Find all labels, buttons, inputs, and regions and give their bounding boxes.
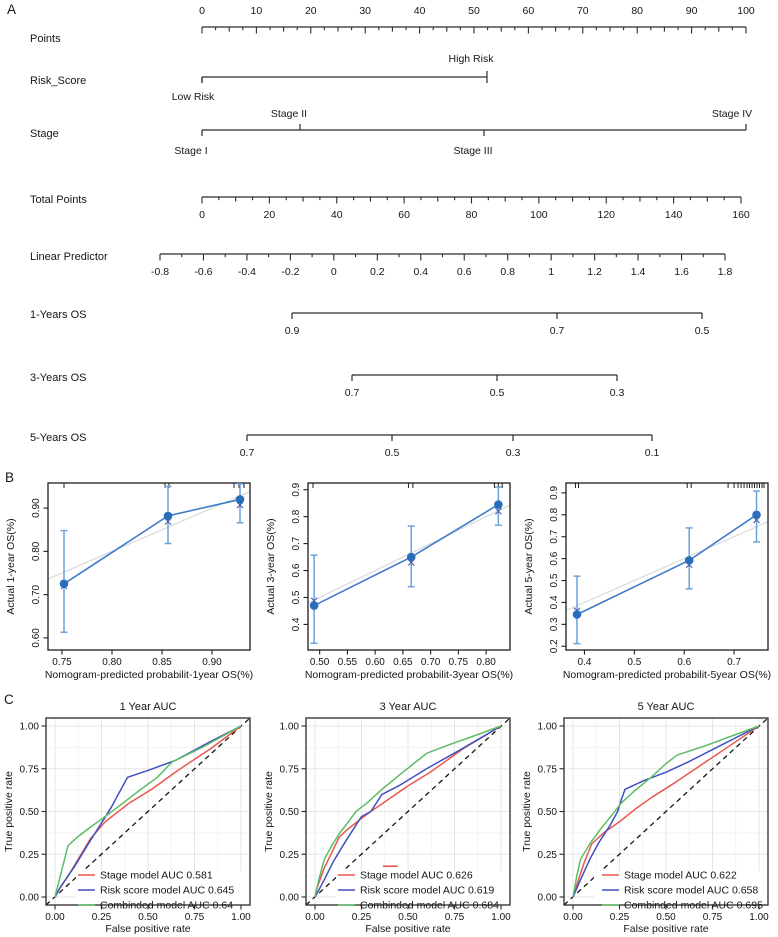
roc-title: 3 Year AUC	[379, 701, 437, 713]
calibration-point	[164, 512, 173, 521]
svg-text:False positive rate: False positive rate	[105, 923, 191, 935]
svg-text:0.1: 0.1	[644, 447, 660, 459]
svg-text:0.50: 0.50	[138, 912, 158, 923]
svg-text:1: 1	[548, 266, 555, 278]
nomogram-panel	[0, 0, 778, 468]
svg-text:0: 0	[199, 5, 205, 17]
svg-text:90: 90	[685, 5, 698, 17]
svg-text:0.50: 0.50	[537, 807, 557, 818]
svg-text:False positive rate: False positive rate	[623, 923, 709, 935]
svg-text:3-Years OS: 3-Years OS	[30, 372, 87, 384]
svg-text:0.70: 0.70	[31, 584, 42, 605]
calibration-plot-3year	[260, 470, 520, 695]
calibration-point	[236, 495, 245, 504]
svg-text:Stage II: Stage II	[270, 108, 308, 120]
svg-text:160: 160	[732, 209, 750, 221]
svg-text:1.4: 1.4	[630, 266, 646, 278]
svg-text:0.00: 0.00	[537, 892, 557, 904]
calibration-point	[573, 610, 582, 619]
svg-text:20: 20	[263, 209, 276, 221]
svg-text:-0.4: -0.4	[237, 266, 256, 278]
legend-label: Combinded model AUC 0.695	[624, 899, 763, 912]
svg-text:0.75: 0.75	[19, 764, 39, 776]
svg-text:0.7: 0.7	[291, 536, 302, 551]
svg-text:100: 100	[530, 209, 548, 221]
legend-label: Stage model AUC 0.581	[100, 869, 213, 882]
svg-text:0.5: 0.5	[291, 590, 302, 605]
svg-text:Nomogram-predicted probabilit-: Nomogram-predicted probabilit-3year OS(%)	[304, 669, 514, 681]
svg-text:0.7: 0.7	[549, 325, 565, 337]
svg-text:0.75: 0.75	[444, 912, 465, 923]
svg-text:1.00: 1.00	[279, 721, 299, 733]
svg-text:0.65: 0.65	[393, 657, 413, 668]
svg-text:High Risk: High Risk	[448, 53, 494, 65]
calibration-1year	[5, 483, 253, 681]
svg-text:0: 0	[330, 266, 337, 278]
nomogram-row-points	[30, 5, 755, 45]
svg-text:1.00: 1.00	[537, 721, 557, 733]
svg-text:False positive rate: False positive rate	[365, 923, 451, 935]
svg-text:Stage IV: Stage IV	[711, 108, 753, 120]
svg-text:True positive rate: True positive rate	[263, 771, 275, 852]
svg-text:0: 0	[199, 209, 205, 221]
legend-label: Risk score model AUC 0.658	[624, 884, 759, 897]
calibration-point	[407, 553, 416, 562]
svg-text:0.50: 0.50	[19, 807, 39, 818]
svg-text:0.25: 0.25	[351, 912, 372, 923]
calibration-line	[577, 515, 757, 615]
svg-text:0.2: 0.2	[549, 639, 560, 654]
svg-text:30: 30	[359, 5, 372, 17]
svg-text:0.9: 0.9	[284, 325, 300, 337]
svg-text:Nomogram-predicted probabilit-: Nomogram-predicted probabilit-1year OS(%)	[44, 669, 254, 681]
svg-text:0.90: 0.90	[202, 657, 222, 668]
calibration-5year	[523, 483, 771, 681]
roc-plot-3year	[260, 693, 520, 937]
panel-b-label: B	[5, 470, 15, 485]
svg-text:Actual 1-year OS(%): Actual 1-year OS(%)	[5, 518, 17, 615]
svg-text:80: 80	[631, 5, 644, 17]
calibration-point	[494, 500, 503, 509]
svg-text:0.3: 0.3	[505, 447, 521, 459]
svg-text:0.4: 0.4	[549, 595, 560, 610]
svg-text:0.50: 0.50	[279, 807, 299, 818]
svg-text:0.5: 0.5	[627, 657, 642, 668]
svg-text:Stage I: Stage I	[174, 145, 208, 157]
svg-text:0.25: 0.25	[91, 912, 112, 923]
nomogram-row-total-points	[30, 194, 750, 221]
svg-text:Actual 5-year OS(%): Actual 5-year OS(%)	[523, 518, 535, 615]
svg-text:0.55: 0.55	[337, 657, 358, 668]
svg-text:0.85: 0.85	[152, 657, 172, 668]
svg-text:0.4: 0.4	[413, 266, 429, 278]
svg-text:Actual 3-year OS(%): Actual 3-year OS(%)	[265, 518, 277, 615]
svg-text:0.3: 0.3	[549, 617, 560, 632]
nomogram-row-os-1year	[30, 309, 709, 337]
svg-text:0.5: 0.5	[549, 573, 560, 588]
svg-text:1-Years OS: 1-Years OS	[30, 309, 87, 321]
calibration-point	[752, 510, 761, 519]
svg-text:0.25: 0.25	[279, 849, 299, 861]
svg-text:-0.2: -0.2	[281, 266, 300, 278]
svg-text:0.00: 0.00	[45, 912, 65, 923]
svg-text:Linear Predictor: Linear Predictor	[30, 251, 108, 263]
svg-text:0.2: 0.2	[370, 266, 385, 278]
svg-text:0.4: 0.4	[577, 657, 592, 668]
svg-text:1.00: 1.00	[19, 721, 39, 733]
svg-text:0.9: 0.9	[549, 485, 560, 500]
legend-label: Combinded model AUC 0.64	[100, 899, 234, 912]
svg-text:20: 20	[304, 5, 317, 17]
svg-text:0.00: 0.00	[563, 912, 583, 923]
svg-text:60: 60	[522, 5, 535, 17]
svg-text:0.8: 0.8	[549, 507, 560, 522]
calibration-plot-5year	[518, 470, 778, 695]
panel-c-label: C	[4, 692, 14, 707]
svg-text:Total Points: Total Points	[30, 194, 87, 206]
legend-label: Risk score model AUC 0.619	[360, 884, 495, 897]
svg-text:0.50: 0.50	[398, 912, 418, 923]
svg-text:0.6: 0.6	[677, 657, 692, 668]
svg-text:0.3: 0.3	[609, 387, 625, 399]
svg-text:0.25: 0.25	[537, 849, 557, 861]
roc-legend	[78, 870, 234, 912]
svg-text:0.9: 0.9	[291, 482, 302, 497]
svg-text:0.6: 0.6	[549, 551, 560, 566]
calibration-3year	[265, 482, 513, 681]
svg-text:0.5: 0.5	[384, 447, 400, 459]
svg-text:0.6: 0.6	[456, 266, 472, 278]
svg-text:60: 60	[398, 209, 410, 221]
svg-text:0.90: 0.90	[31, 498, 42, 518]
svg-text:0.5: 0.5	[694, 325, 710, 337]
svg-text:0.00: 0.00	[305, 912, 325, 923]
calibration-plot-1year	[0, 470, 260, 695]
svg-text:0.7: 0.7	[344, 387, 360, 399]
svg-text:0.75: 0.75	[537, 764, 557, 776]
svg-text:0.00: 0.00	[19, 892, 39, 904]
svg-text:1.00: 1.00	[231, 912, 251, 923]
svg-text:1.00: 1.00	[749, 912, 769, 923]
svg-text:0.70: 0.70	[420, 657, 441, 668]
svg-text:0.75: 0.75	[448, 657, 469, 668]
nomogram-row-os-5year	[30, 432, 659, 459]
svg-text:Low Risk: Low Risk	[171, 91, 215, 103]
svg-text:-0.6: -0.6	[194, 266, 213, 278]
svg-text:0.8: 0.8	[500, 266, 515, 278]
legend-label: Stage model AUC 0.622	[624, 869, 737, 882]
legend-label: Stage model AUC 0.626	[360, 869, 473, 882]
nomogram-row-stage	[30, 108, 752, 157]
svg-text:0.80: 0.80	[476, 657, 496, 668]
svg-text:40: 40	[330, 209, 343, 221]
svg-text:Nomogram-predicted probabilit-: Nomogram-predicted probabilit-5year OS(%)	[562, 669, 772, 681]
calibration-point	[60, 580, 69, 589]
svg-text:0.80: 0.80	[31, 541, 42, 562]
roc-1year	[3, 701, 251, 935]
svg-text:0.75: 0.75	[702, 912, 723, 923]
svg-text:True positive rate: True positive rate	[521, 771, 533, 852]
svg-text:0.7: 0.7	[549, 529, 560, 544]
nomogram-row-linear-predictor	[30, 251, 732, 278]
svg-text:0.00: 0.00	[279, 892, 299, 904]
legend-label: Combinded model AUC 0.684	[360, 899, 499, 912]
svg-text:0.4: 0.4	[291, 617, 302, 632]
svg-text:0.80: 0.80	[102, 657, 122, 668]
svg-text:0.25: 0.25	[609, 912, 630, 923]
svg-text:80: 80	[465, 209, 478, 221]
svg-text:0.8: 0.8	[291, 509, 302, 524]
svg-text:1.6: 1.6	[674, 266, 689, 278]
svg-text:40: 40	[413, 5, 426, 17]
svg-text:120: 120	[597, 209, 616, 221]
svg-text:50: 50	[468, 5, 480, 17]
svg-text:0.6: 0.6	[291, 563, 302, 578]
svg-text:0.50: 0.50	[656, 912, 676, 923]
svg-text:100: 100	[737, 5, 755, 17]
svg-text:Points: Points	[30, 33, 61, 45]
legend-label: Risk score model AUC 0.645	[100, 884, 235, 897]
svg-text:0.7: 0.7	[727, 657, 742, 668]
roc-title: 5 Year AUC	[637, 701, 695, 713]
svg-text:140: 140	[664, 209, 683, 221]
svg-text:0.75: 0.75	[184, 912, 205, 923]
svg-text:0.75: 0.75	[52, 657, 72, 668]
svg-text:0.5: 0.5	[489, 387, 505, 399]
svg-text:1.2: 1.2	[587, 266, 602, 278]
svg-text:1.00: 1.00	[491, 912, 511, 923]
roc-plot-5year	[518, 693, 778, 937]
svg-text:Risk_Score: Risk_Score	[30, 75, 87, 87]
svg-text:Stage: Stage	[30, 128, 59, 140]
svg-text:5-Years OS: 5-Years OS	[30, 432, 87, 444]
roc-plot-1year	[0, 693, 260, 937]
roc-3year	[263, 701, 511, 935]
svg-text:True positive rate: True positive rate	[3, 771, 15, 852]
svg-text:0.50: 0.50	[309, 657, 330, 668]
svg-text:0.60: 0.60	[365, 657, 385, 668]
svg-text:Stage III: Stage III	[453, 145, 493, 157]
svg-text:70: 70	[576, 5, 589, 17]
svg-text:0.75: 0.75	[279, 764, 299, 776]
calibration-line	[64, 499, 240, 583]
roc-title: 1 Year AUC	[119, 701, 177, 713]
nomogram-row-os-3year	[30, 372, 624, 399]
svg-text:0.25: 0.25	[19, 849, 39, 861]
roc-5year	[521, 701, 769, 935]
svg-text:-0.8: -0.8	[150, 266, 170, 278]
panel-a-label: A	[7, 2, 17, 17]
svg-text:1.8: 1.8	[717, 266, 733, 278]
calibration-point	[685, 556, 694, 565]
svg-text:10: 10	[250, 5, 263, 17]
calibration-point	[310, 601, 319, 610]
nomogram-row-risk-score	[30, 53, 494, 103]
svg-text:0.7: 0.7	[239, 447, 255, 459]
svg-text:0.60: 0.60	[31, 628, 42, 648]
